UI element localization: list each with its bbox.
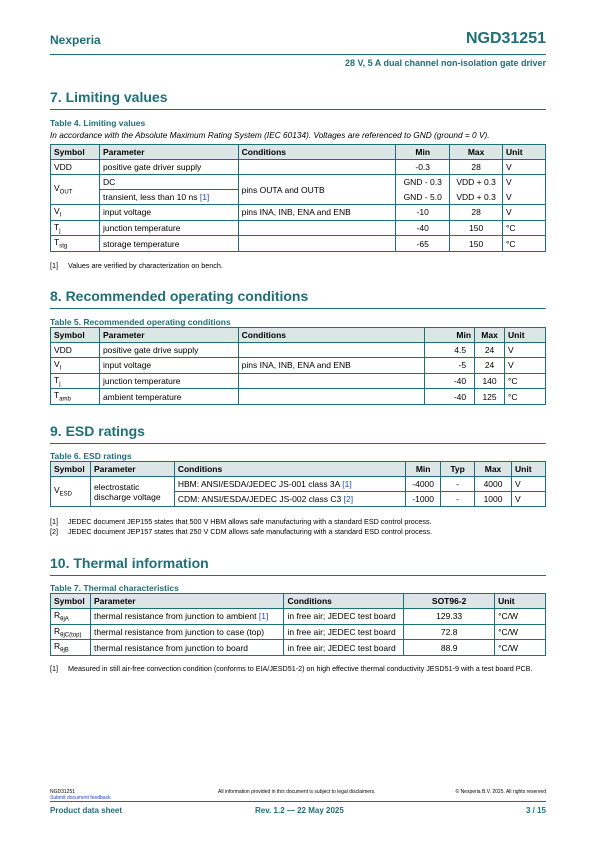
- doc-id: NGD31251: [50, 789, 76, 795]
- thermal-table: [50, 593, 546, 656]
- conditions-cell: [238, 389, 425, 405]
- parameter-cell: ambient temperature: [99, 389, 238, 405]
- conditions-cell: pins INA, INB, ENA and ENB: [238, 205, 396, 221]
- value-cell: 88.9: [404, 640, 495, 656]
- max-cell: 28: [450, 160, 503, 175]
- col-header: Max: [450, 145, 503, 160]
- table-row: [51, 175, 546, 190]
- col-header: Min: [396, 145, 450, 160]
- parameter-cell: input voltage: [99, 205, 238, 221]
- table-row: [51, 389, 546, 405]
- symbol-cell: $T_j$: [51, 220, 100, 236]
- table-4-caption: Table 4. Limiting values: [50, 118, 146, 128]
- max-cell: 125: [475, 389, 505, 405]
- footnote-link[interactable]: [1]: [342, 479, 352, 489]
- min-cell: -40: [425, 373, 475, 389]
- symbol-cell: VDD: [51, 343, 100, 358]
- unit-cell: °C: [505, 389, 546, 405]
- min-cell: -4000: [406, 477, 441, 492]
- col-header: Symbol: [51, 594, 91, 609]
- conditions-cell: [238, 373, 425, 389]
- typ-cell: -: [441, 492, 475, 507]
- unit-cell: V: [503, 175, 546, 190]
- parameter-cell: transient, less than 10 ns [1]: [99, 190, 238, 205]
- min-cell: -40: [425, 389, 475, 405]
- col-header: Unit: [503, 145, 546, 160]
- col-header: Conditions: [238, 145, 396, 160]
- table-4-footnote: [1] Values are verified by characterization on bench.: [50, 261, 223, 270]
- col-header: Symbol: [51, 145, 100, 160]
- unit-cell: °C: [505, 373, 546, 389]
- unit-cell: °C: [503, 236, 546, 252]
- table-header-row: [51, 145, 546, 160]
- parameter-cell: positive gate driver supply: [99, 160, 238, 175]
- min-cell: 4.5: [425, 343, 475, 358]
- symbol-cell: $R_{\theta jB}$: [51, 640, 91, 656]
- col-header: Conditions: [238, 328, 425, 343]
- product-code: NGD31251: [465, 30, 546, 47]
- table-row: [51, 477, 546, 492]
- max-cell: VDD + 0.3: [450, 190, 503, 205]
- symbol-cell: VDD: [51, 160, 100, 175]
- max-cell: 150: [450, 220, 503, 236]
- doc-type: Product data sheet: [50, 806, 123, 815]
- min-cell: -5: [425, 358, 475, 374]
- col-header: Max: [475, 328, 505, 343]
- page-header: [50, 30, 546, 55]
- unit-cell: V: [505, 343, 546, 358]
- symbol-cell: $T_{stg}$: [51, 236, 100, 252]
- conditions-cell: in free air; JEDEC test board: [284, 640, 404, 656]
- min-cell: -10: [396, 205, 450, 221]
- operating-conditions-table: [50, 327, 546, 405]
- col-header: Parameter: [90, 462, 174, 477]
- conditions-cell: pins INA, INB, ENA and ENB: [238, 358, 425, 374]
- table-header-row: [51, 594, 546, 609]
- max-cell: 24: [475, 343, 505, 358]
- parameter-cell: thermal resistance from junction to board: [90, 640, 284, 656]
- col-header: Unit: [505, 328, 546, 343]
- table-7-caption: Table 7. Thermal characteristics: [50, 583, 179, 593]
- typ-cell: -: [441, 477, 475, 492]
- col-header: Parameter: [99, 145, 238, 160]
- max-cell: 140: [475, 373, 505, 389]
- min-cell: -65: [396, 236, 450, 252]
- table-row: [51, 373, 546, 389]
- revision: Rev. 1.2 — 22 May 2025: [255, 806, 344, 815]
- parameter-cell: positive gate drive supply: [99, 343, 238, 358]
- unit-cell: V: [505, 358, 546, 374]
- max-cell: 24: [475, 358, 505, 374]
- section-10-title: 10. Thermal information: [50, 555, 546, 576]
- col-header: Symbol: [51, 328, 100, 343]
- col-header: Max: [475, 462, 512, 477]
- product-subtitle: 28 V, 5 A dual channel non-isolation gate driver: [344, 58, 546, 68]
- esd-ratings-table: [50, 461, 546, 507]
- symbol-cell: $V_{ESD}$: [51, 477, 91, 507]
- symbol-cell: $R_{\theta jC(top)}$: [51, 624, 91, 640]
- copyright: © Nexperia B.V. 2025. All rights reserved: [455, 789, 546, 795]
- table-7-footnote: [1] Measured in still air-free convection condition (conforms to EIA/JESD51-2) on high effective thermal conductivity JESD51-9 with a test board PCB.: [50, 664, 533, 673]
- footnote-link[interactable]: [2]: [343, 494, 354, 504]
- table-4-note: In accordance with the Absolute Maximum Rating System (IEC 60134). Voltages are referenced to GND (ground = 0 V).: [50, 130, 490, 140]
- table-row: [51, 358, 546, 374]
- table-row: [51, 220, 546, 236]
- table-5-caption: Table 5. Recommended operating conditions: [50, 317, 231, 327]
- symbol-cell: $T_{amb}$: [51, 389, 100, 405]
- unit-cell: °C/W: [495, 640, 546, 656]
- conditions-cell: pins OUTA and OUTB: [238, 175, 396, 205]
- col-header: Parameter: [90, 594, 284, 609]
- table-row: [51, 343, 546, 358]
- conditions-cell: [238, 160, 396, 175]
- unit-cell: °C/W: [495, 609, 546, 625]
- col-header: Min: [406, 462, 441, 477]
- table-6-caption: Table 6. ESD ratings: [50, 451, 132, 461]
- brand-name: Nexperia: [50, 33, 101, 47]
- unit-cell: V: [503, 190, 546, 205]
- footnote-link[interactable]: [1]: [258, 611, 269, 622]
- min-cell: GND - 0.3: [396, 175, 450, 190]
- col-header: Unit: [512, 462, 546, 477]
- footnote-link[interactable]: [1]: [199, 192, 210, 202]
- table-row: [51, 640, 546, 656]
- min-cell: -40: [396, 220, 450, 236]
- conditions-cell: in free air; JEDEC test board: [284, 624, 404, 640]
- min-cell: -0.3: [396, 160, 450, 175]
- symbol-cell: $V_{OUT}$: [51, 175, 100, 205]
- value-cell: 129.33: [404, 609, 495, 625]
- parameter-cell: thermal resistance from junction to case (top): [90, 624, 284, 640]
- col-header: Conditions: [284, 594, 404, 609]
- conditions-cell: HBM: ANSI/ESDA/JEDEC JS-001 class 3A [1]: [174, 477, 405, 492]
- parameter-cell: input voltage: [99, 358, 238, 374]
- conditions-cell: [238, 236, 396, 252]
- page-number: 3 / 15: [525, 806, 546, 815]
- symbol-cell: $R_{\theta jA}$: [51, 609, 91, 625]
- parameter-cell: junction temperature: [99, 220, 238, 236]
- parameter-cell: storage temperature: [99, 236, 238, 252]
- value-cell: 72.8: [404, 624, 495, 640]
- col-header: Parameter: [99, 328, 238, 343]
- min-cell: GND - 5.0: [396, 190, 450, 205]
- table-row: [51, 609, 546, 625]
- feedback-link[interactable]: Submit document feedback: [50, 795, 111, 801]
- max-cell: VDD + 0.3: [450, 175, 503, 190]
- section-9-title: 9. ESD ratings: [50, 423, 546, 444]
- col-header: Typ: [441, 462, 475, 477]
- unit-cell: °C: [503, 220, 546, 236]
- limiting-values-table: [50, 144, 546, 252]
- col-header: Min: [425, 328, 475, 343]
- col-header: SOT96-2: [404, 594, 495, 609]
- conditions-cell: in free air; JEDEC test board: [284, 609, 404, 625]
- unit-cell: V: [503, 160, 546, 175]
- col-header: Symbol: [51, 462, 91, 477]
- table-header-row: [51, 462, 546, 477]
- max-cell: 1000: [475, 492, 512, 507]
- symbol-cell: $V_I$: [51, 358, 100, 374]
- conditions-cell: [238, 343, 425, 358]
- table-row: [51, 624, 546, 640]
- table-row: [51, 205, 546, 221]
- conditions-cell: CDM: ANSI/ESDA/JEDEC JS-002 class C3 [2]: [174, 492, 405, 507]
- table-header-row: [51, 328, 546, 343]
- col-header: Unit: [495, 594, 546, 609]
- table-6-footnotes: [1] JEDEC document JEP155 states that 500 V HBM allows safe manufacturing with a standard ESD control process. [2] JEDEC document JEP157 states that 250 V CDM allows safe manufacturing with a standard ESD control process.: [50, 517, 432, 536]
- min-cell: -1000: [406, 492, 441, 507]
- parameter-cell: DC: [99, 175, 238, 190]
- parameter-cell: electrostatic discharge voltage: [90, 477, 174, 507]
- symbol-cell: $T_j$: [51, 373, 100, 389]
- unit-cell: V: [512, 492, 546, 507]
- footer-bar: [50, 801, 546, 815]
- legal-disclaimer: All information provided in this document is subject to legal disclaimers.: [218, 789, 376, 795]
- unit-cell: °C/W: [495, 624, 546, 640]
- max-cell: 4000: [475, 477, 512, 492]
- table-row: [51, 236, 546, 252]
- max-cell: 150: [450, 236, 503, 252]
- max-cell: 28: [450, 205, 503, 221]
- symbol-cell: $V_I$: [51, 205, 100, 221]
- unit-cell: V: [512, 477, 546, 492]
- section-8-title: 8. Recommended operating conditions: [50, 288, 546, 309]
- section-7-title: 7. Limiting values: [50, 89, 546, 110]
- col-header: Conditions: [174, 462, 405, 477]
- table-row: [51, 160, 546, 175]
- unit-cell: V: [503, 205, 546, 221]
- parameter-cell: junction temperature: [99, 373, 238, 389]
- parameter-cell: thermal resistance from junction to ambient [1]: [90, 609, 284, 625]
- conditions-cell: [238, 220, 396, 236]
